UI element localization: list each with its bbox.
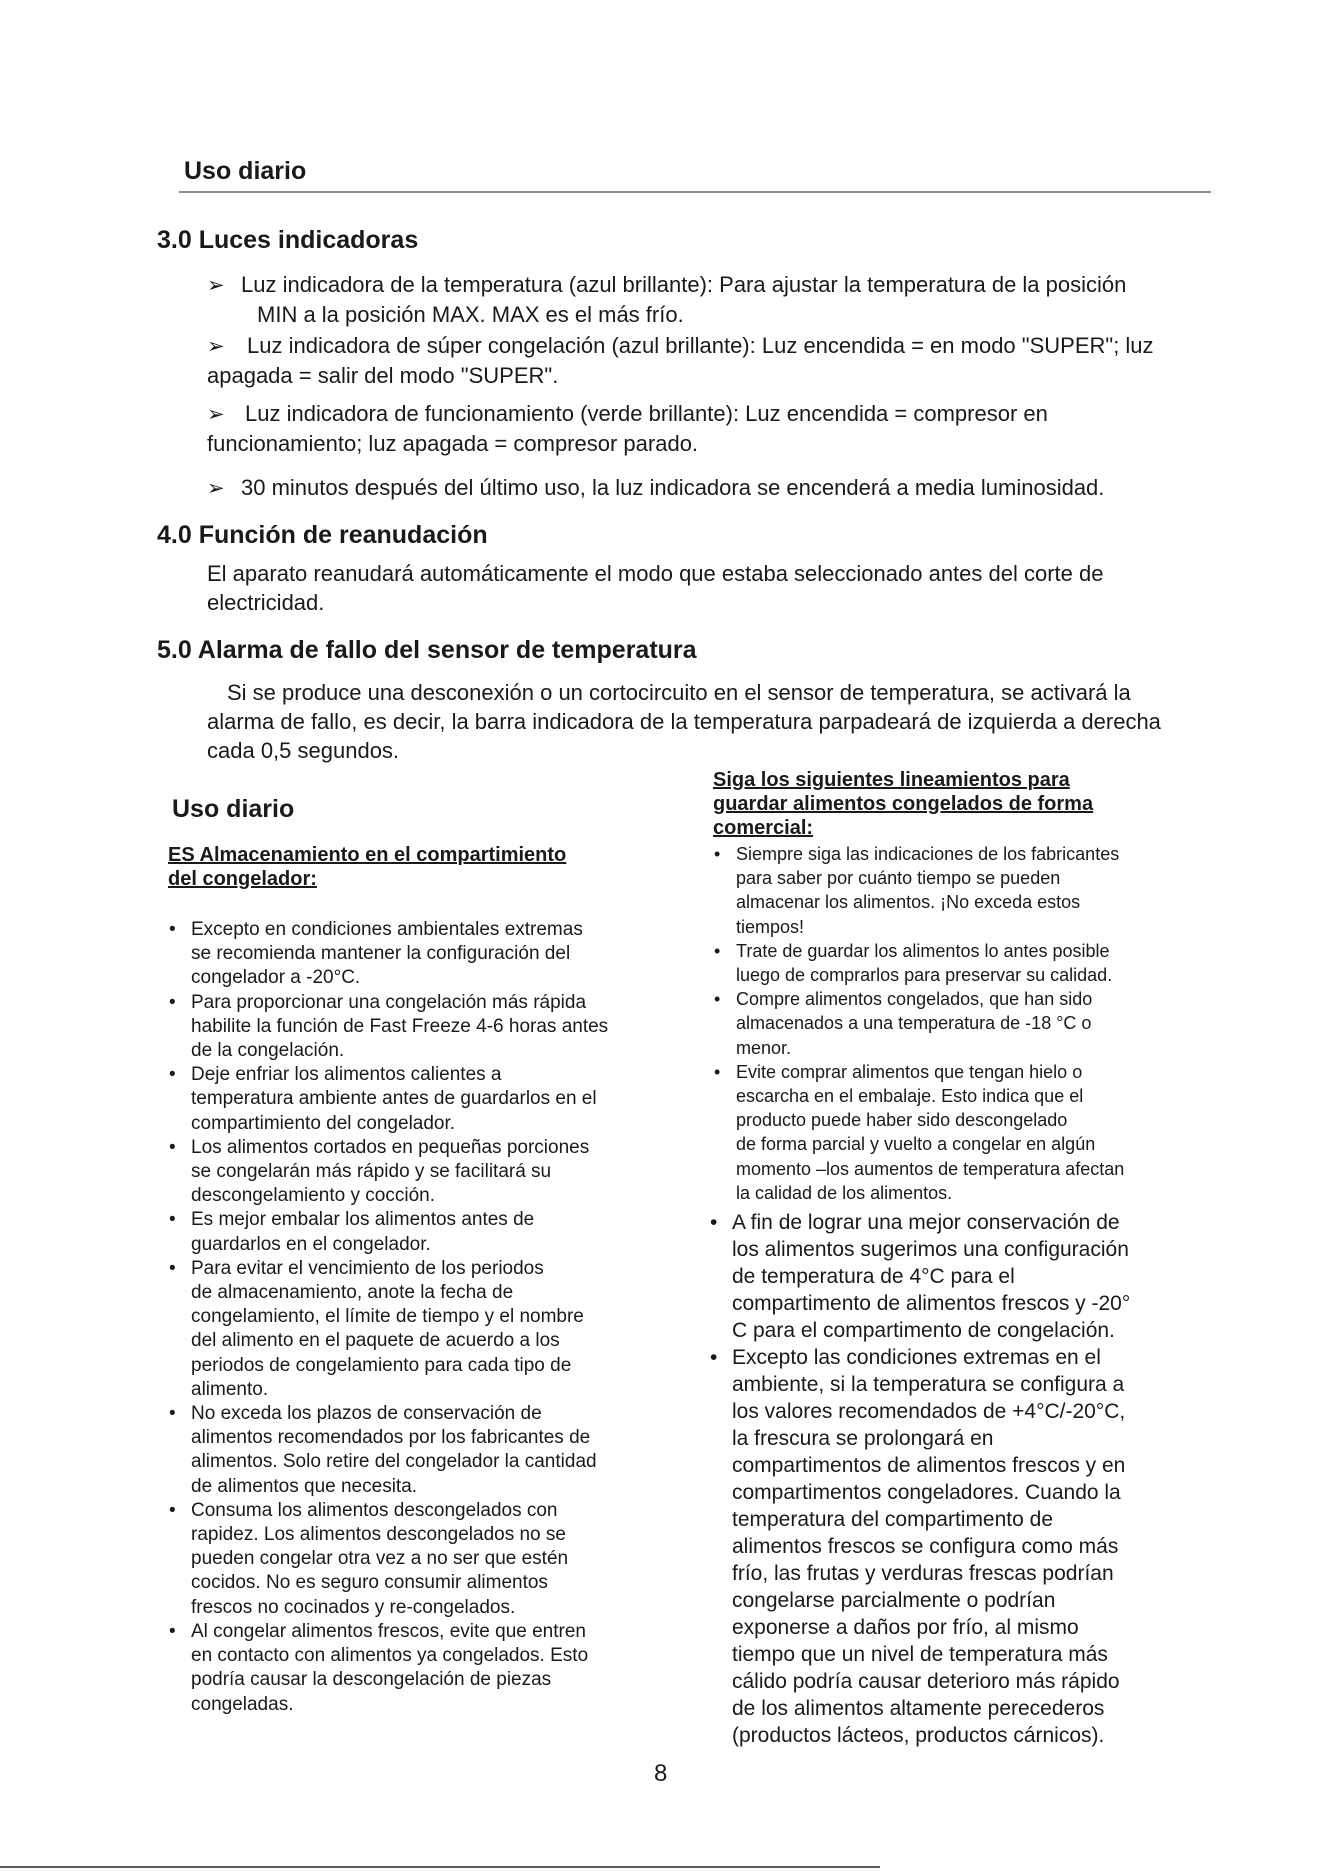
left-column-title: Uso diario xyxy=(172,795,295,823)
commercial-tips-list xyxy=(710,842,1190,1205)
page-number: 8 xyxy=(654,1760,668,1787)
list-item: • Los alimentos cortados en pequeñas porciones se congelarán más rápido y se facilitará su descongelamiento y cocción. xyxy=(165,1136,665,1209)
indicator-item-dim: ➢ 30 minutos después del último uso, la luz indicadora se encenderá a media luminosidad. xyxy=(207,473,1104,503)
list-item: • Trate de guardar los alimentos lo antes posible luego de comprarlos para preservar su calidad. xyxy=(710,939,1190,987)
indicator-item-super: ➢ Luz indicadora de súper congelación (azul brillante): Luz encendida = en modo "SUPER"; luz apagada = salir del modo "SUPER". xyxy=(207,333,1154,388)
arrow-bullet-icon: ➢ xyxy=(207,335,225,358)
indicator-item-temperature: ➢ Luz indicadora de la temperatura (azul brillante): Para ajustar la temperatura de la posición MIN a la posición MAX. MAX es el más frío. xyxy=(207,272,1127,327)
list-item: • A fin de lograr una mejor conservación de los alimentos sugerimos una configuración de temperatura de 4°C para el compartimento de alimentos frescos y -20° C para el compartimento de congelación. xyxy=(706,1209,1206,1344)
section-4-body: El aparato reanudará automáticamente el modo que estaba seleccionado antes del corte de electricidad. xyxy=(207,561,1104,615)
section-5-title: 5.0 Alarma de fallo del sensor de temperatura xyxy=(157,636,697,664)
indicator-item-running: ➢ Luz indicadora de funcionamiento (verde brillante): Luz encendida = compresor en funcionamiento; luz apagada = compresor parado. xyxy=(207,401,1048,456)
list-item: • Excepto en condiciones ambientales extremas se recomienda mantener la configuración del congelador a -20°C. xyxy=(165,918,665,991)
list-item: • Al congelar alimentos frescos, evite que entren en contacto con alimentos ya congelados. Esto podría causar la descongelación de piezas congeladas. xyxy=(165,1620,665,1717)
list-item: • Excepto las condiciones extremas en el ambiente, si la temperatura se configura a los valores recomendados de +4°C/-20°C, la frescura se prolongará en compartimentos de alimentos frescos y en compartimentos congeladores. Cuando la temperatura del compartimento de alimentos frescos se configura como más frío, las frutas y verduras frescas podrían congelarse parcialmente o podrían exponerse a daños por frío, al mismo tiempo que un nivel de temperatura más cálido podría causar deterioro más rápido de los alimentos altamente perecederos (productos lácteos, productos cárnicos). xyxy=(706,1344,1206,1749)
list-item: • Siempre siga las indicaciones de los fabricantes para saber por cuánto tiempo se pueden almacenar los alimentos. ¡No exceda estos tiempos! xyxy=(710,842,1190,939)
freezer-storage-heading: ES Almacenamiento en el compartimiento del congelador: xyxy=(168,844,567,890)
section-3-title: 3.0 Luces indicadoras xyxy=(157,226,419,254)
list-item: • Es mejor embalar los alimentos antes de guardarlos en el congelador. xyxy=(165,1208,665,1256)
temperature-setting-list xyxy=(706,1209,1206,1749)
section-4-title: 4.0 Función de reanudación xyxy=(157,521,488,549)
header-divider xyxy=(179,191,1211,193)
list-item: • Consuma los alimentos descongelados con rapidez. Los alimentos descongelados no se pueden congelar otra vez a no ser que estén cocidos. No es seguro consumir alimentos frescos no cocinados y re-congelados. xyxy=(165,1499,665,1620)
list-item: • Compre alimentos congelados, que han sido almacenados a una temperatura de -18 °C o menor. xyxy=(710,987,1190,1060)
arrow-bullet-icon: ➢ xyxy=(207,403,225,426)
arrow-bullet-icon: ➢ xyxy=(207,274,225,297)
list-item: • Para evitar el vencimiento de los periodos de almacenamiento, anote la fecha de congelamiento, el límite de tiempo y el nombre del alimento en el paquete de acuerdo a los periodos de congelamiento para cada tipo de alimento. xyxy=(165,1257,665,1402)
list-item: • No exceda los plazos de conservación de alimentos recomendados por los fabricantes de alimentos. Solo retire del congelador la cantidad de alimentos que necesita. xyxy=(165,1402,665,1499)
arrow-bullet-icon: ➢ xyxy=(207,477,225,500)
page-header-title: Uso diario xyxy=(184,157,307,185)
footer-divider xyxy=(0,1866,880,1868)
list-item: • Evite comprar alimentos que tengan hielo o escarcha en el embalaje. Esto indica que el producto puede haber sido descongelado de forma parcial y vuelto a congelar en algún momento –los aumentos de temperatura afectan la calidad de los alimentos. xyxy=(710,1060,1190,1205)
list-item: • Para proporcionar una congelación más rápida habilite la función de Fast Freeze 4-6 horas antes de la congelación. xyxy=(165,991,665,1064)
commercial-frozen-heading: Siga los siguientes lineamientos para guardar alimentos congelados de forma comercial: xyxy=(713,769,1094,839)
section-5-body: Si se produce una desconexión o un cortocircuito en el sensor de temperatura, se activará la alarma de fallo, es decir, la barra indicadora de la temperatura parpadeará de izquierda a derecha cada 0,5 segundos. xyxy=(207,680,1161,763)
list-item: • Deje enfriar los alimentos calientes a temperatura ambiente antes de guardarlos en el compartimiento del congelador. xyxy=(165,1063,665,1136)
freezer-tips-list xyxy=(165,918,665,1717)
